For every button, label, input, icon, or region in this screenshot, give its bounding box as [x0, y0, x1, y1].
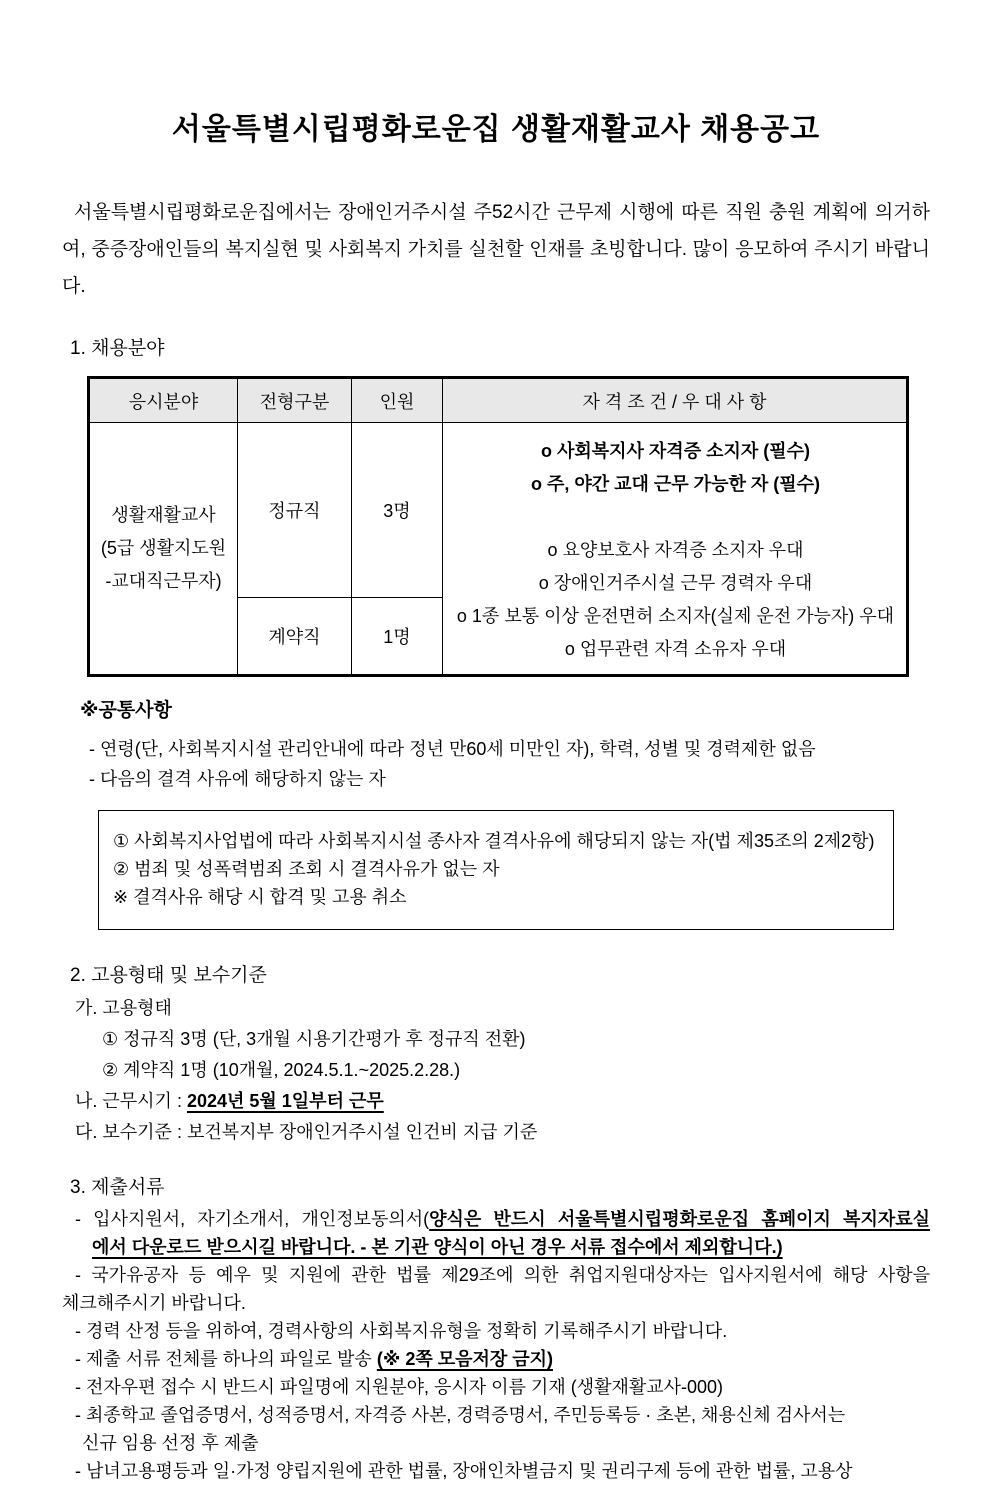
header-qualifications: 자 격 조 건 / 우 대 사 항	[443, 378, 908, 423]
count-cell-contract: 1명	[352, 598, 443, 676]
qualification-required: o 주, 야간 교대 근무 가능한 자 (필수)	[530, 474, 821, 494]
work-start-line	[62, 1086, 930, 1117]
position-line: -교대직근무자)	[105, 571, 222, 591]
pay-standard-line: 다. 보수기준 : 보건복지부 장애인거주시설 인건비 지급 기준	[75, 1122, 538, 1142]
documents-item-veterans-wrap: 체크해주시기 바랍니다.	[62, 1293, 246, 1313]
spacer	[453, 501, 898, 534]
employment-type-subheading: 가. 고용형태	[75, 998, 172, 1018]
qualification-preferred: o 요양보호사 자격증 소지자 우대	[547, 540, 804, 560]
section2-heading: 2. 고용형태 및 보수기준	[70, 965, 267, 986]
table-header-row	[89, 378, 908, 423]
documents-item-notice: 양식은 반드시 서울특별시립평화로운집 홈페이지 복지자료실	[429, 1209, 930, 1229]
section1-heading: 1. 채용분야	[70, 338, 165, 359]
section-employment-terms	[62, 960, 930, 1148]
common-notes-heading: ※공통사항	[80, 700, 172, 721]
disqualification-item: ※ 결격사유 해당 시 합격 및 고용 취소	[113, 887, 407, 907]
header-headcount: 인원	[352, 378, 443, 423]
documents-item-prefix: - 입사지원서, 자기소개서, 개인정보동의서(	[75, 1209, 430, 1229]
qualification-required: o 사회복지사 자격증 소지자 (필수)	[540, 441, 811, 461]
type-cell-contract: 계약직	[238, 598, 352, 676]
disqualification-box	[98, 810, 894, 930]
employment-item-regular: ① 정규직 3명 (단, 3개월 시용기간평가 후 정규직 전환)	[102, 1029, 526, 1049]
documents-item-laws: - 남녀고용평등과 일·가정 양립지원에 관한 법률, 장애인차별금지 및 권리구제 등에 관한 법률, 고용상	[75, 1461, 853, 1481]
documents-item-career: - 경력 산정 등을 위하여, 경력사항의 사회복지유형을 정확히 기록해주시기 바랍니다.	[75, 1321, 728, 1341]
documents-item-certificates-wrap: 신규 임용 선정 후 제출	[82, 1433, 259, 1453]
common-note-item: - 다음의 결격 사유에 해당하지 않는 자	[89, 769, 386, 789]
section3-heading: 3. 제출서류	[70, 1177, 165, 1198]
page-title: 서울특별시립평화로운집 생활재활교사 채용공고	[171, 113, 821, 146]
work-start-label: 나. 근무시기 :	[75, 1091, 187, 1111]
position-line: 생활재활교사	[111, 505, 216, 525]
documents-item-veterans: - 국가유공자 등 예우 및 지원에 관한 법률 제29조에 의한 취업지원대상자는 입사지원서에 해당 사항을	[75, 1265, 930, 1285]
qualifications-cell	[443, 423, 908, 676]
count-cell-regular: 3명	[352, 423, 443, 598]
table-row	[89, 423, 908, 598]
qualification-preferred: o 장애인거주시설 근무 경력자 우대	[538, 573, 813, 593]
position-line: (5급 생활지도원	[100, 538, 227, 558]
recruitment-table	[87, 376, 909, 677]
section-required-documents	[62, 1172, 930, 1485]
documents-item-email: - 전자우편 접수 시 반드시 파일명에 지원분야, 응시자 이름 기재 (생활재활교사-000)	[75, 1377, 724, 1397]
disqualification-item: ② 범죄 및 성폭력범죄 조회 시 결격사유가 없는 자	[113, 859, 500, 879]
disqualification-item: ① 사회복지사업법에 따라 사회복지시설 종사자 결격사유에 해당되지 않는 자(법 제35조의 2제2항)	[113, 831, 875, 851]
work-start-date: 2024년 5월 1일부터 근무	[186, 1091, 384, 1111]
documents-item-forms	[62, 1205, 930, 1233]
employment-item-contract: ② 계약직 1명 (10개월, 2024.5.1.~2025.2.28.)	[102, 1060, 461, 1080]
common-note-item: - 연령(단, 사회복지시설 관리안내에 따라 정년 만60세 미만인 자), 학력, 성별 및 경력제한 없음	[89, 739, 816, 759]
single-file-warning: (※ 2쪽 모음저장 금지)	[376, 1349, 554, 1369]
documents-item-notice: 에서 다운로드 받으시길 바랍니다. - 본 기관 양식이 아닌 경우 서류 접수에서 제외합니다.)	[92, 1237, 783, 1257]
single-file-prefix: - 제출 서류 전체를 하나의 파일로 발송	[75, 1349, 377, 1369]
documents-item-single-file	[62, 1345, 930, 1373]
header-apply-field: 응시분야	[89, 378, 238, 423]
qualification-preferred: o 업무관련 자격 소유자 우대	[564, 639, 787, 659]
intro-paragraph: 서울특별시립평화로운집에서는 장애인거주시설 주52시간 근무제 시행에 따른 직원 충원 계획에 의거하여, 중증장애인들의 복지실현 및 사회복지 가치를 실천할 인재를 초빙합니다. 많이 응모하여 주시기 바랍니다.	[62, 202, 930, 297]
qualification-preferred: o 1종 보통 이상 운전면허 소지자(실제 운전 가능자) 우대	[456, 606, 895, 626]
section-recruitment-field	[62, 333, 930, 930]
header-selection-type: 전형구분	[238, 378, 352, 423]
documents-item-certificates: - 최종학교 졸업증명서, 성적증명서, 자격증 사본, 경력증명서, 주민등록등 · 초본, 채용신체 검사서는	[75, 1405, 846, 1425]
documents-item-forms-wrap	[62, 1233, 930, 1261]
position-cell	[89, 423, 238, 676]
type-cell-regular: 정규직	[238, 423, 352, 598]
